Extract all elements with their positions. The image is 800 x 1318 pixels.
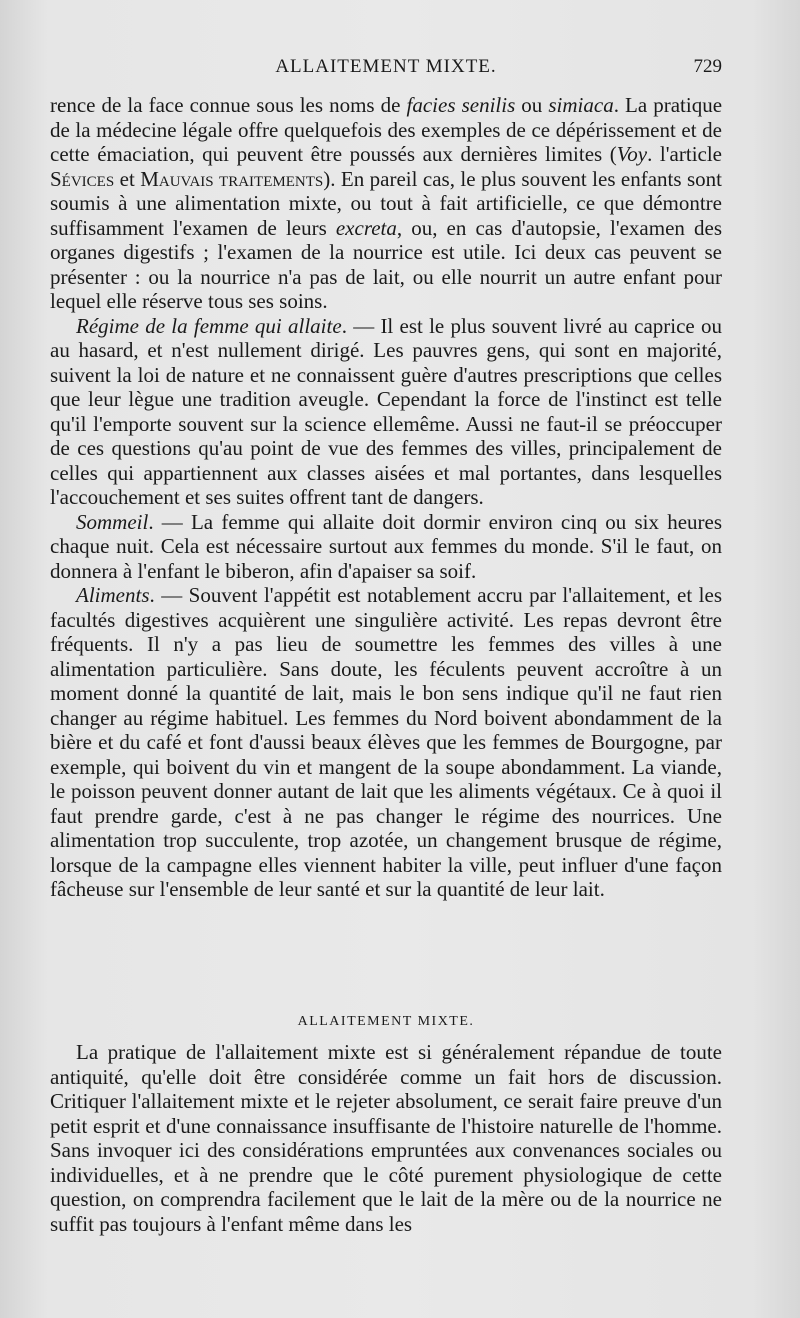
text-run: La pratique de l'allaitement mixte est si généralement répandue de toute antiquité, qu'elle doit être considérée comme un fait hors de discussion. Critiquer l'allaitement mixte et le rejeter absolument, ce serait faire preuve d'un petit esprit et d'une connaissance insuffisante de l'histoire naturelle de l'homme. Sans invoquer ici des considérations empruntées aux convenances sociales ou individuelles, et à ne prendre que le côté purement physiologique de cette question, on comprendra facilement que le lait de la mère ou de la nourrice ne suffit pas toujours à l'enfant même dans les (50, 1040, 722, 1236)
text-run: et (114, 166, 141, 191)
italic-text: Sommeil (76, 509, 149, 534)
text-run: , ou, en cas d'autopsie, l'examen des organes digestifs ; l'examen de la nourrice est utile. Ici deux cas peuvent se présenter : ou la nourrice n'a pas de lait, ou elle nourrit un autre enfant pour lequel elle réserve tous ses soins. (50, 215, 722, 313)
body-text (50, 93, 722, 902)
italic-text: facies senilis (406, 93, 516, 117)
paragraph (50, 510, 722, 584)
text-run: . — Il est le plus souvent livré au caprice ou au hasard, et n'est nullement dirigé. Les pauvres gens, qui sont en majorité, suivent la loi de nature et ne connaissent guère d'autres prescriptions que celles que leur lègue une tradition aveugle. Cependant la force de l'instinct est telle qu'il l'emporte souvent sur la science ellemême. Aussi ne faut-il se préoccuper de ces questions qu'au point de vue des femmes des villes, principalement de celles qui appartiennent aux classes aisées et mal portantes, dans lesquelles l'accouchement et ses suites offrent tant de dangers. (50, 313, 722, 509)
text-run: . l'article (647, 142, 722, 166)
page-number: 729 (693, 56, 722, 77)
small-caps-text: Sévices (50, 166, 115, 191)
italic-text: simiaca (548, 93, 614, 117)
paragraph (50, 314, 722, 510)
italic-text: excreta (335, 215, 397, 240)
running-head: ALLAITEMENT MIXTE. (275, 56, 497, 77)
italic-text: Aliments (76, 583, 150, 607)
section-title: ALLAITEMENT MIXTE. (297, 1014, 475, 1029)
section-body-text (50, 1040, 722, 1236)
text-run: ). En pareil cas, le plus souvent les enfants sont soumis à une alimentation mixte, ou tout à fait artificielle, ce que démontre suffisamment l'examen de leurs (50, 166, 723, 240)
text-run: . La pratique de la médecine légale offre quelquefois des exemples de ce dépérissement et de cette émaciation, qui peuvent être poussés aux dernières limites ( (50, 93, 723, 166)
text-run: . — Souvent l'appétit est notablement accru par l'allaitement, et les facultés digestives acquièrent une singulière activité. Les repas devront être fréquents. Il n'y a pas lieu de soumettre les femmes des villes à une alimentation particulière. Sans doute, les féculents peuvent accroître à un moment donné la quantité de lait, mais le bon sens indique qu'il ne faut rien changer au régime habituel. Les femmes du Nord boivent abondamment de la bière et du café et font d'aussi beaux élèves que les femmes de Bourgogne, par exemple, qui boivent du vin et mangent de la soupe abondamment. La viande, le poisson peuvent donner autant de lait que les aliments végétaux. Ce à quoi il faut prendre garde, c'est à ne pas changer le régime des nourrices. Une alimentation trop succulente, trop azotée, un changement brusque de régime, lorsque de la campagne elles viennent habiter la ville, peut influer d'une façon fâcheuse sur l'ensemble de leur santé et sur la quantité de leur lait. (50, 583, 722, 901)
paragraph (50, 583, 722, 902)
paragraph (50, 93, 722, 314)
text-run: . — La femme qui allaite doit dormir environ cinq ou six heures chaque nuit. Cela est nécessaire surtout aux femmes du monde. S'il le faut, on donnera à l'enfant le biberon, afin d'apaiser sa soif. (50, 509, 722, 583)
text-run: rence de la face connue sous les noms de (50, 93, 407, 117)
page-header (50, 56, 722, 88)
italic-text: Régime de la femme qui allaite (76, 313, 342, 338)
italic-text: Voy (616, 142, 648, 166)
small-caps-text: Mauvais traitements (140, 166, 324, 191)
text-run: ou (515, 93, 549, 117)
paragraph (50, 1040, 722, 1236)
